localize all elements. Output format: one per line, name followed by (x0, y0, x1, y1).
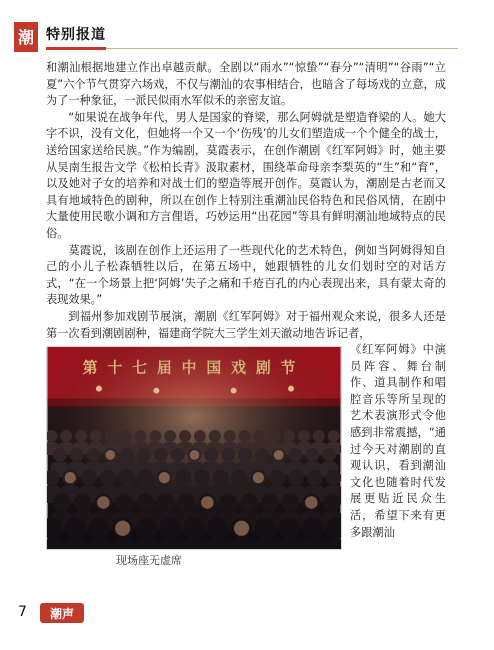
svg-text:潮: 潮 (17, 28, 35, 47)
photo-section (46, 342, 446, 570)
article-body (46, 60, 446, 570)
article-paragraph-2: “如果说在战争年代，男人是国家的脊梁，那么阿姆就是塑造脊梁的人。她大字不识，没有文化，但她将一个又一个‘伤残’的儿女们塑造成一个个健全的战士，送给国家送给民族。”作为编剧，莫霞表示，在创作潮剧《红军阿姆》时，她主要从吴南生报告文学《松柏长青》汲取素材，围绕革命母亲李梨英的“生”和“育”，以及她对子女的培养和对战士们的塑造等展开创作。莫霞认为，潮剧是古老而又具有地域特色的剧种，所以在创作上特别注重潮汕民俗特色和民俗风情，在剧中大量使用民歌小调和方言俚语，巧妙运用“出花园”等具有鲜明潮汕地域特点的民俗。 (46, 110, 446, 240)
section-title: 特别报道 (46, 27, 106, 43)
page-number: 7 (18, 604, 27, 620)
photo-caption: 现场座无虚席 (116, 554, 182, 568)
header-divider-accent (46, 47, 106, 50)
chaosheng-logo-icon (40, 600, 84, 626)
theater-audience-photo (46, 346, 342, 550)
photo-figure (46, 346, 342, 570)
article-side-text: 《红军阿姆》中演员阵容、舞台制作、道具制作和唱腔音乐等所呈现的艺术表演形式令他感到非常震撼，“通过今天对潮剧的直观认识，看到潮汕文化也随着时代发展更贴近民众生活，希望下来有更多跟潮汕 (350, 343, 446, 539)
magazine-logo (14, 22, 38, 52)
article-paragraph-4: 到福州参加戏剧节展演，潮剧《红军阿姆》对于福州观众来说，很多人还是第一次看到潮剧剧种，福建商学院大三学生刘天澈动地告诉记者， (46, 309, 446, 340)
article-paragraph-3: 莫霞说，该剧在创作上还运用了一些现代化的艺术特色，例如当阿姆得知自己的小儿子松森牺牲以后，在第五场中，她跟牺牲的儿女们划时空的对话方式，“在一个场景上把‘阿姆’失子之痛和千疮百孔的内心表现出来，具有蒙太奇的表现效果。” (46, 243, 446, 307)
header-divider (46, 48, 458, 49)
svg-text:潮声: 潮声 (49, 607, 75, 621)
article-paragraph-1: 和潮汕根据地建立作出卓越贡献。全剧以“雨水”“惊蛰”“春分”“清明”“谷雨”“立夏”六个节气贯穿六场戏，不仅与潮汕的农事相结合，也暗含了每场戏的立意，成为了一种象征，一派民似雨水军似禾的亲密友谊。 (46, 61, 446, 108)
chao-logo-icon (14, 22, 38, 52)
page-footer (14, 600, 134, 630)
page-header (0, 18, 494, 54)
footer-magazine-logo (40, 600, 84, 626)
